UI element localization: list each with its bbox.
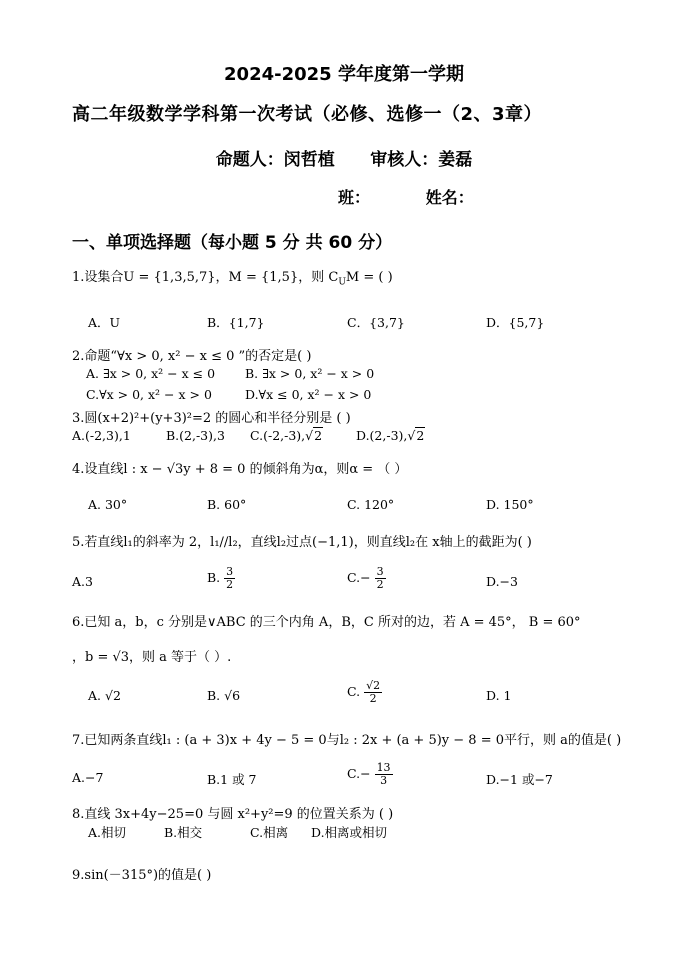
option-5b [207,566,235,591]
option-4b: B. 60° [207,497,247,512]
option-3c-radical: √2 [305,428,323,443]
option-8b: B.相交 [164,825,203,840]
question-2-stem: 2.命题“∀x > 0, x² − x ≤ 0 ”的否定是( ) [72,349,312,364]
option-5b-text: B. [207,570,221,585]
option-5c-text: C.− [347,570,371,585]
option-1b: B．{1,7} [207,315,265,330]
option-6b: B. √6 [207,688,241,703]
option-1c: C．{3,7} [347,315,405,330]
question-7-stem: 7.已知两条直线l₁ : (a + 3)x + 4y − 5 = 0与l₂ : 2x + (a + 5)y − 8 = 0平行，则 a的值是( ) [72,733,622,748]
question-3-stem: 3.圆(x+2)²+(y+3)²=2 的圆心和半径分别是 ( ) [72,411,351,426]
option-4d: D. 150° [486,497,534,512]
option-3d-radical: √2 [407,428,425,443]
option-6d: D. 1 [486,688,512,703]
option-2d: D.∀x ≤ 0, x² − x > 0 [245,387,372,402]
question-9-stem: 9.sin(－315°)的值是( ) [72,868,212,883]
option-7d: D.−1 或−7 [486,772,553,787]
exam-subtitle: 高二年级数学学科第一次考试（必修、选修一（2、3章） [72,104,543,125]
option-1d: D．{5,7} [486,315,545,330]
option-3d-text: D.(2,-3), [356,428,408,443]
option-7b: B.1 或 7 [207,772,257,787]
question-6-stem-cont: ，b = √3，则 a 等于（ ）. [72,650,232,665]
option-6c-fraction: $\frac{√2}{2}$ [366,679,381,705]
option-8a: A.相切 [88,825,127,840]
option-7c-text: C.− [347,766,371,781]
option-2a: A. ∃x > 0, x² − x ≤ 0 [86,366,216,381]
section-heading: 一、单项选择题（每小题 5 分 共 60 分） [72,233,393,253]
option-6c-text: C. [347,684,361,699]
option-5a: A.3 [72,574,93,589]
option-8d: D.相离或相切 [311,825,388,840]
question-8-stem: 8.直线 3x+4y−25=0 与圆 x²+y²=9 的位置关系为 ( ) [72,807,394,822]
option-5d: D.−3 [486,574,518,589]
option-4a: A. 30° [88,497,128,512]
class-name-line: 班： 姓名： [338,188,474,207]
option-8c: C.相离 [250,825,289,840]
question-1-stem-tail: M = ( ) [345,270,393,285]
option-6c [347,680,382,705]
option-5c [347,566,386,591]
exam-title: 2024-2025 学年度第一学期 [224,64,464,85]
question-5-stem: 5.若直线l₁的斜率为 2，l₁//l₂，直线l₂过点(−1,1)，则直线l₂在 x轴上的截距为( ) [72,535,532,550]
option-3a: A.(-2,3),1 [72,428,131,443]
question-6-stem: 6.已知 a，b，c 分别是∨ABC 的三个内角 A，B，C 所对的边，若 A = 45°， B = 60° [72,615,581,630]
option-7c-fraction: $\frac{13}{3}$ [376,761,391,787]
option-1a: A．U [88,315,121,330]
option-3c-text: C.(-2,-3), [250,428,306,443]
option-2c: C.∀x > 0, x² − x > 0 [86,387,212,402]
option-5b-fraction: $\frac{3}{2}$ [226,565,234,591]
option-7c [347,762,393,787]
option-2b: B. ∃x > 0, x² − x > 0 [245,366,375,381]
question-1-sub: U [338,277,346,288]
option-3c [250,428,323,443]
option-3d [356,428,425,443]
authors-line: 命题人：闵哲植 审核人：姜磊 [215,150,473,170]
question-1 [72,266,393,288]
option-7a: A.−7 [72,770,104,785]
option-6a: A. √2 [88,688,121,703]
option-4c: C. 120° [347,497,395,512]
question-1-stem: 1.设集合U = {1,3,5,7}，M = {1,5}，则 C [72,270,339,285]
option-3b: B.(2,-3),3 [166,428,225,443]
question-4-stem: 4.设直线l : x − √3y + 8 = 0 的倾斜角为α，则α = （ ） [72,462,408,477]
option-5c-fraction: $\frac{3}{2}$ [376,565,384,591]
